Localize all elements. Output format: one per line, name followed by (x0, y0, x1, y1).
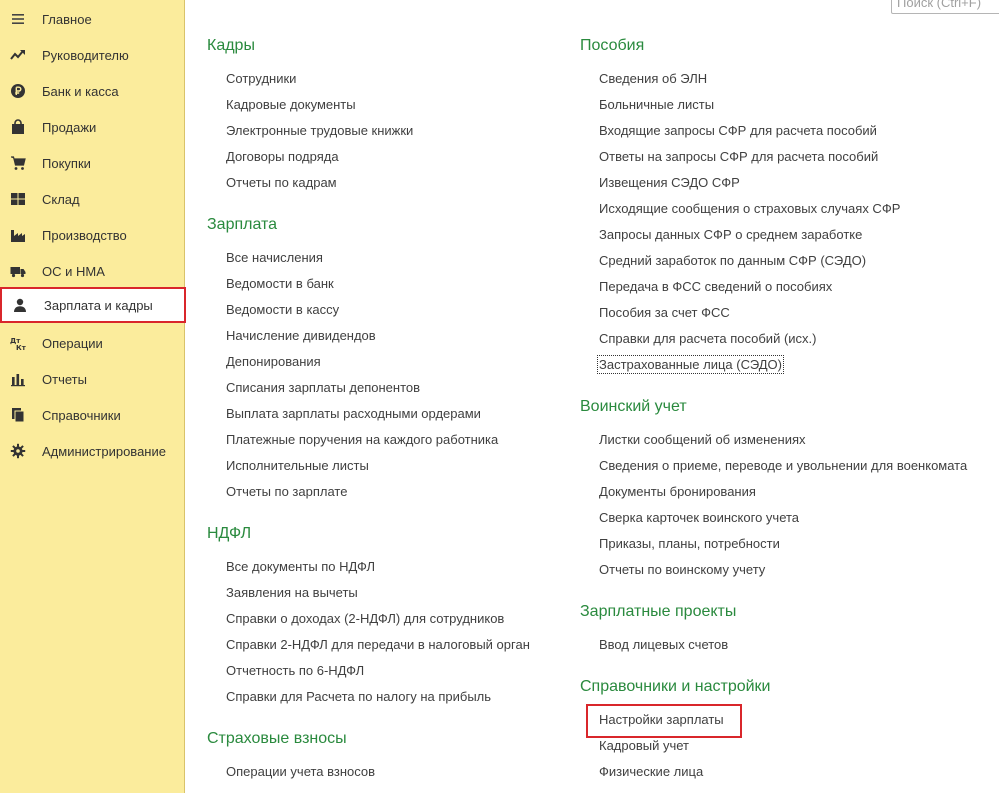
sidebar-item-bank[interactable] (0, 73, 185, 109)
sidebar-item-references[interactable] (0, 397, 185, 433)
link-change-notices[interactable]: Листки сообщений об изменениях (599, 432, 806, 447)
sidebar-item-manager[interactable] (0, 37, 185, 73)
sidebar-item-label: Справочники (42, 407, 121, 423)
link-sedo-notices[interactable]: Извещения СЭДО СФР (599, 175, 740, 190)
link-hr-documents[interactable]: Кадровые документы (226, 97, 356, 112)
section-title-benefits: Пособия (580, 37, 645, 54)
sidebar-item-operations[interactable] (0, 325, 185, 361)
link-average-earnings-sedo[interactable]: Средний заработок по данным СФР (СЭДО) (599, 253, 867, 268)
sidebar-item-main[interactable] (0, 1, 185, 37)
link-depositing[interactable]: Депонирования (226, 354, 321, 369)
person-icon (11, 296, 29, 314)
link-fss-benefits-transfer[interactable]: Передача в ФСС сведений о пособиях (599, 279, 833, 294)
link-employees[interactable]: Сотрудники (226, 71, 297, 86)
section-title-military: Воинский учет (580, 398, 687, 415)
svg-text:Дт: Дт (10, 337, 21, 345)
sidebar-item-production[interactable] (0, 217, 185, 253)
sidebar-item-label: Администрирование (42, 443, 166, 459)
menu-icon (9, 10, 27, 28)
link-all-ndfl-docs[interactable]: Все документы по НДФЛ (226, 559, 376, 574)
link-orders-plans[interactable]: Приказы, планы, потребности (599, 536, 780, 551)
link-payment-orders[interactable]: Платежные поручения на каждого работника (226, 432, 499, 447)
link-individuals[interactable]: Физические лица (599, 764, 704, 779)
section-title-references-settings: Справочники и настройки (580, 678, 771, 695)
link-average-earnings-requests[interactable]: Запросы данных СФР о среднем заработке (599, 227, 863, 242)
trend-icon (9, 46, 27, 64)
svg-text:Кт: Кт (16, 344, 26, 351)
link-military-reports[interactable]: Отчеты по воинскому учету (599, 562, 766, 577)
link-sick-leaves[interactable]: Больничные листы (599, 97, 715, 112)
link-cash-statements[interactable]: Ведомости в кассу (226, 302, 340, 317)
link-benefit-certificates-out[interactable]: Справки для расчета пособий (исх.) (599, 331, 817, 346)
link-military-cards-check[interactable]: Сверка карточек воинского учета (599, 510, 800, 525)
link-deponent-writeoffs[interactable]: Списания зарплаты депонентов (226, 380, 421, 395)
sidebar-item-label: Руководителю (42, 47, 129, 63)
link-deduction-applications[interactable]: Заявления на вычеты (226, 585, 358, 600)
section-title-insurance: Страховые взносы (207, 730, 347, 747)
link-electronic-work-books[interactable]: Электронные трудовые книжки (226, 123, 414, 138)
link-contracts[interactable]: Договоры подряда (226, 149, 339, 164)
sidebar-item-reports[interactable] (0, 361, 185, 397)
ruble-icon (9, 82, 27, 100)
link-2ndfl-employees[interactable]: Справки о доходах (2-НДФЛ) для сотрудников (226, 611, 505, 626)
sidebar-item-sales[interactable] (0, 109, 185, 145)
link-hr-reports[interactable]: Отчеты по кадрам (226, 175, 337, 190)
link-dividends[interactable]: Начисление дивидендов (226, 328, 376, 343)
sidebar-item-label: Производство (42, 227, 127, 243)
link-all-accruals[interactable]: Все начисления (226, 250, 323, 265)
link-sfr-responses[interactable]: Ответы на запросы СФР для расчета пособий (599, 149, 879, 164)
section-title-hr: Кадры (207, 37, 255, 54)
sidebar (0, 0, 185, 793)
link-bank-statements[interactable]: Ведомости в банк (226, 276, 334, 291)
link-outgoing-insurance-messages[interactable]: Исходящие сообщения о страховых случаях СФР (599, 201, 901, 216)
link-salary-reports[interactable]: Отчеты по зарплате (226, 484, 348, 499)
sidebar-item-label: Склад (42, 191, 80, 207)
sidebar-item-label: Покупки (42, 155, 91, 171)
link-incoming-sfr-requests[interactable]: Входящие запросы СФР для расчета пособий (599, 123, 877, 138)
sidebar-item-label: Главное (42, 11, 92, 27)
link-writs[interactable]: Исполнительные листы (226, 458, 369, 473)
sidebar-item-warehouse[interactable] (0, 181, 185, 217)
link-2ndfl-tax-office[interactable]: Справки 2-НДФЛ для передачи в налоговый орган (226, 637, 530, 652)
section-title-salary-projects: Зарплатные проекты (580, 603, 737, 620)
sidebar-item-label: Банк и касса (42, 83, 119, 99)
link-reservation-docs[interactable]: Документы бронирования (599, 484, 756, 499)
section-title-salary: Зарплата (207, 216, 278, 233)
link-salary-settings[interactable]: Настройки зарплаты (599, 712, 724, 727)
gear-icon (9, 442, 27, 460)
sidebar-item-fixed-assets[interactable] (0, 253, 185, 289)
dt-kt-icon (9, 334, 27, 352)
link-contribution-operations[interactable]: Операции учета взносов (226, 764, 376, 779)
sidebar-item-label: Продажи (42, 119, 97, 135)
link-profit-tax-certificates[interactable]: Справки для Расчета по налогу на прибыль (226, 689, 492, 704)
link-personal-accounts-input[interactable]: Ввод лицевых счетов (599, 637, 729, 652)
link-cash-orders-payout[interactable]: Выплата зарплаты расходными ордерами (226, 406, 481, 421)
books-icon (9, 406, 27, 424)
link-6ndfl[interactable]: Отчетность по 6-НДФЛ (226, 663, 365, 678)
shopping-bag-icon (9, 118, 27, 136)
sidebar-item-salary-hr[interactable] (0, 287, 186, 323)
link-fss-benefits[interactable]: Пособия за счет ФСС (599, 305, 730, 320)
sidebar-item-label: ОС и НМА (42, 263, 105, 279)
cart-icon (9, 154, 27, 172)
section-title-ndfl: НДФЛ (207, 525, 252, 542)
truck-icon (9, 262, 27, 280)
search-box (891, 0, 999, 14)
warehouse-icon (9, 190, 27, 208)
search-input[interactable] (892, 0, 999, 13)
factory-icon (9, 226, 27, 244)
bar-chart-icon (9, 370, 27, 388)
sidebar-item-label: Зарплата и кадры (44, 297, 153, 313)
sidebar-item-purchases[interactable] (0, 145, 185, 181)
link-insured-persons-sedo[interactable]: Застрахованные лица (СЭДО) (599, 357, 782, 372)
link-military-commissariat-info[interactable]: Сведения о приеме, переводе и увольнении для военкомата (599, 458, 968, 473)
sidebar-item-administration[interactable] (0, 433, 185, 469)
link-hr-accounting[interactable]: Кадровый учет (599, 738, 689, 753)
link-eln-info[interactable]: Сведения об ЭЛН (599, 71, 708, 86)
sidebar-item-label: Отчеты (42, 371, 87, 387)
sidebar-item-label: Операции (42, 335, 103, 351)
